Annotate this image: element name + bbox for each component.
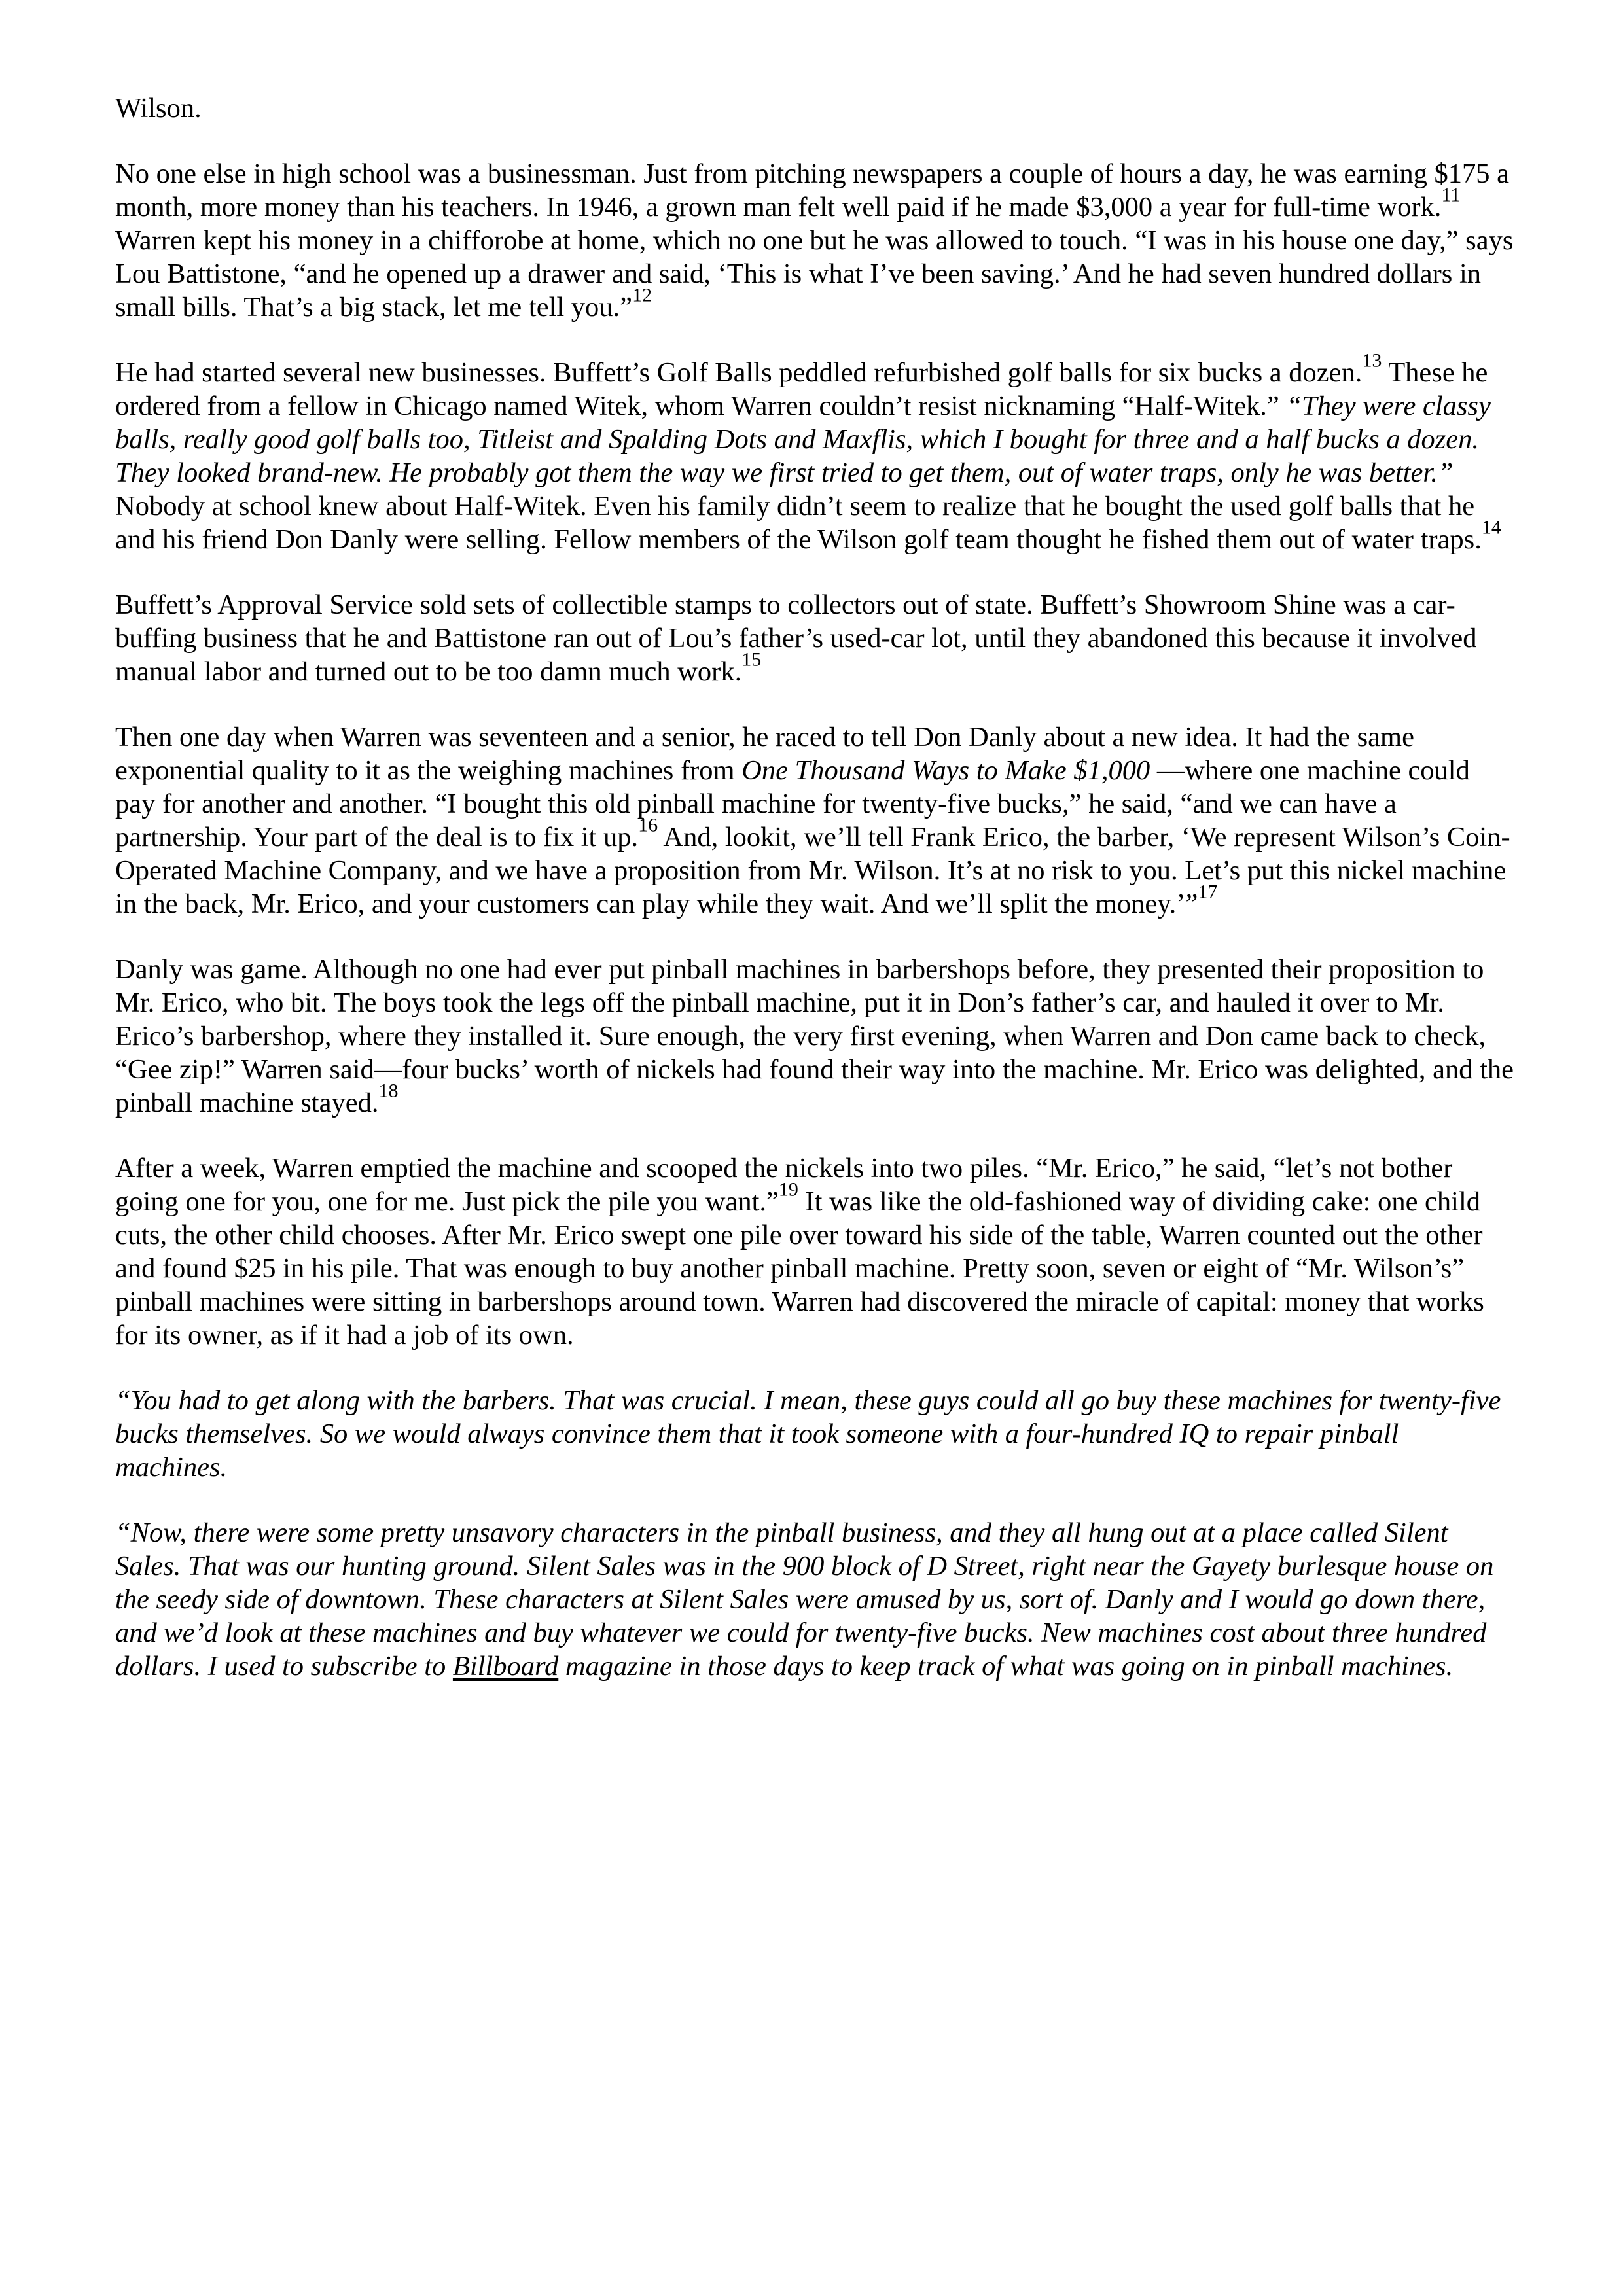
paragraph-businessman — [115, 157, 1516, 324]
footnote-marker[interactable]: 16 — [638, 814, 658, 836]
billboard-link[interactable]: Billboard — [452, 1651, 559, 1682]
italic-quote — [115, 1517, 1493, 1682]
paragraph-silent-sales-quote — [115, 1516, 1516, 1683]
paragraph-wilson — [115, 92, 1516, 125]
paragraph-text: Warren kept his money in a chifforobe at home, which no one but he was allowed to touch. “I was in his house one day,” says Lou Battistone, “and he opened up a drawer and said, ‘This is what I’ve been saving.’ And he had seven hundred dollars in small bills. That’s a big stack, let me tell you.” — [115, 225, 1514, 323]
paragraph-barbers-quote — [115, 1384, 1516, 1484]
paragraph-text: Wilson. — [115, 93, 202, 124]
paragraph-approval-service — [115, 588, 1516, 688]
paragraph-text: These he ordered from a fellow in Chicago named Witek, whom Warren couldn’t resist nicknaming “Half-Witek.” — [115, 357, 1488, 421]
footnote-marker[interactable]: 18 — [378, 1080, 399, 1102]
paragraph-text: magazine in those days to keep track of what was going on in pinball machines. — [558, 1651, 1454, 1682]
paragraph-text: Danly was game. Although no one had ever put pinball machines in barbershops before, they presented their proposition to Mr. Erico, who bit. The boys took the legs off the pinball machine, put it in Don’s father’s car, and hauled it over to Mr. Erico’s barbershop, where they installed it. Sure enough, the very first evening, when Warren and Don came back to check, “Gee zip!” Warren said—four bucks’ worth of nickels had found their way into the machine. Mr. Erico was delighted, and the pinball machine stayed. — [115, 954, 1514, 1118]
paragraph-text: He had started several new businesses. Buffett’s Golf Balls peddled refurbished golf balls for six bucks a dozen. — [115, 357, 1363, 388]
footnote-marker[interactable]: 13 — [1362, 349, 1382, 372]
paragraph-text: Buffett’s Approval Service sold sets of collectible stamps to collectors out of state. Buffett’s Showroom Shine was a car-buffing business that he and Battistone ran out of Lou’s father’s used-car lot, until they abandoned this because it involved manual labor and turned out to be too damn much work. — [115, 590, 1477, 687]
paragraph-text: No one else in high school was a businessman. Just from pitching newspapers a couple of hours a day, he was earning $175 a month, more money than his teachers. In 1946, a grown man felt well paid if he made $3,000 a year for full-time work. — [115, 158, 1510, 222]
footnote-marker[interactable]: 14 — [1481, 516, 1501, 539]
paragraph-pinball-idea — [115, 720, 1516, 921]
document-page — [115, 92, 1516, 1715]
footnote-marker[interactable]: 11 — [1441, 184, 1461, 206]
paragraph-text: And, lookit, we’ll tell Frank Erico, the barber, ‘We represent Wilson’s Coin-Operated Machine Company, and we have a proposition from Mr. Wilson. It’s at no risk to you. Let’s put this nickel machine in the back, Mr. Erico, and your customers can play while they wait. And we’ll split the money.’” — [115, 822, 1510, 919]
paragraph-text: Nobody at school knew about Half-Witek. Even his family didn’t seem to realize that he bought the used golf balls that he and his friend Don Danly were selling. Fellow members of the Wilson golf team thought he fished them out of water traps. — [115, 491, 1482, 555]
italic-quote: “They were classy balls, really good golf balls too, Titleist and Spalding Dots and Maxflis, which I bought for three and a half bucks a dozen. They looked brand-new. He probably got them the way we first tried to get them, out of water traps, only he was better.” — [115, 391, 1491, 488]
paragraph-text: Then one day when Warren was seventeen and a senior, he raced to tell Don Danly about a new idea. It had the same exponential quality to it as the weighing machines from — [115, 722, 1414, 786]
paragraph-text: “Now, there were some pretty unsavory characters in the pinball business, and they all hung out at a place called Silent Sales. That was our hunting ground. Silent Sales was in the 900 block of D Street, right near the Gayety burlesque house on the seedy side of downtown. These characters at Silent Sales were amused by us, sort of. Danly and I would go down there, and we’d look at these machines and buy whatever we could for twenty-five bucks. New machines cost about three hundred dollars. I used to subscribe to — [115, 1517, 1494, 1682]
italic-quote: “You had to get along with the barbers. That was crucial. I mean, these guys could all go buy these machines for twenty-five bucks themselves. So we would always convince them that it took someone with a four-hundred IQ to repair pinball machines. — [115, 1385, 1501, 1483]
footnote-marker[interactable]: 12 — [632, 284, 652, 306]
book-title: One Thousand Ways to Make $1,000 — [741, 755, 1150, 786]
paragraph-danly-game — [115, 953, 1516, 1120]
paragraph-text: It was like the old-fashioned way of dividing cake: one child cuts, the other child chooses. After Mr. Erico swept one pile over toward his side of the table, Warren counted out the other and found $25 in his pile. That was enough to buy another pinball machine. Pretty soon, seven or eight of “Mr. Wilson’s” pinball machines were sitting in barbershops around town. Warren had discovered the miracle of capital: money that works for its owner, as if it had a job of its own. — [115, 1186, 1484, 1351]
footnote-marker[interactable]: 17 — [1198, 881, 1218, 903]
paragraph-text: After a week, Warren emptied the machine and scooped the nickels into two piles. “Mr. Erico,” he said, “let’s not bother going one for you, one for me. Just pick the pile you want.” — [115, 1153, 1453, 1217]
paragraph-golf-balls — [115, 349, 1516, 556]
paragraph-text: —where one machine could pay for another and another. “I bought this old pinball machine for twenty-five bucks,” he said, “and we can have a partnership. Your part of the deal is to fix it up. — [115, 755, 1470, 853]
paragraph-after-a-week — [115, 1152, 1516, 1352]
footnote-marker[interactable]: 15 — [741, 648, 762, 671]
footnote-marker[interactable]: 19 — [778, 1178, 798, 1201]
